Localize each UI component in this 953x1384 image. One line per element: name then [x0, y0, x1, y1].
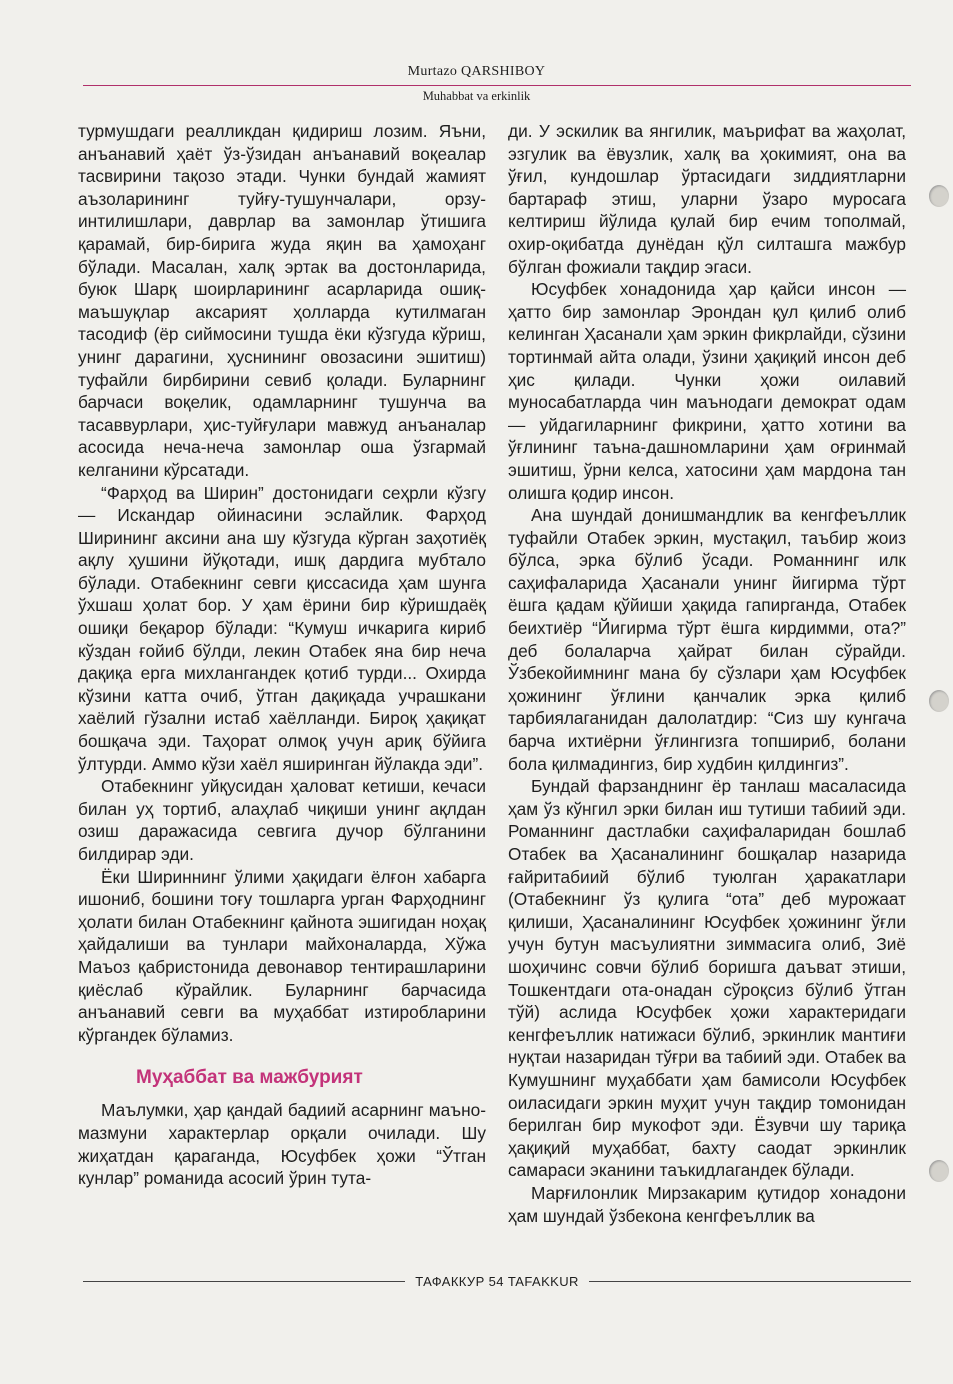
paragraph: Бундай фарзанднинг ёр танлаш масаласида ҳам ўз кўнгил эрки билан иш тутиши табиий эди. Романнинг дастлабки саҳифаларидан бошлаб Отабек ва Ҳасаналининг бошқалар назарида ғайритабиий бўлиб туюлган ҳаракатлари (Отабекнинг ўз қулига “ота” деб мурожаат қилиши, Ҳасаналининг Юсуфбек ҳожининг ўғли учун бутун масъулиятни зиммасига олиб, Зиё шоҳичинс совчи бўлиб боришга даъват этиши, Тошкентдаги ота-онадан сўроқсиз бўлиб ўтган тўй) аслида Юсуфбек ҳожи характеридаги кенгфеъллик натижаси бўлиб, эркинлик мантиғи нуқтаи назаридан тўғри ва табиий эди. Отабек ва Кумушнинг муҳаббати ҳам бамисоли Юсуфбек оиласидаги эркин муҳит учун тақдир томонидан берилган бир мукофот эди. Ёзувчи шу тариқа ҳақиқий муҳаббат, бахту саодат эркинлик самараси эканини таъкидлагандек бўлади. — [508, 776, 906, 1181]
binder-hole — [929, 1160, 949, 1182]
paragraph: Ана шундай донишмандлик ва кенгфеъллик туфайли Отабек эркин, мустақил, таъбир жоиз бўлса, эрка бўлиб ўсади. Романнинг илк саҳифаларида Ҳасанали унинг йигирма тўрт ёшга қадам қўйиши ҳақида гапирганда, Отабек беихтиёр “Йигирма тўрт ёшга кирдимми, ота?” деб болаларча ҳайрат билан сўрайди. Ўзбекойимнинг мана бу сўзлари ҳам Юсуфбек ҳожининг ўғлини қанчалик эрка қилиб тарбиялаганидан далолатдир: “Сиз шу кунгача барча ихтиёрни ўғлингизга топшириб, болани бола қилмадингиз, бир худбин қилдингиз”. — [508, 505, 906, 774]
footer-page-label: ТАФАККУР 54 TAFAKKUR — [415, 1273, 579, 1289]
footer-rule-right — [589, 1281, 911, 1282]
footer-rule-left — [83, 1281, 405, 1282]
paragraph: турмушдаги реалликдан қидириш лозим. Яъни, анъанавий ҳаёт ўз-ўзидан анъанавий воқеалар тасвирини тақозо этади. Чунки бундай жамият аъзоларининг туйғу-тушунчалари, орзу-интилишлари, даврлар ва замонлар ўтишига қарамай, бир-бирига жуда яқин ва ҳамоҳанг бўлади. Масалан, халқ эртак ва достонларида, буюк Шарқ шоирларининг асарларида ошиқ-маъшуқлар аксарият ҳолларда кутилмаган тасодиф (ёр сиймосини тушда ёки кўзгуда кўриш, унинг дарагини, ҳуснининг овозасини эшитиш) туфайли бирбирини севиб қолади. Буларнинг барчаси воқелик, одамларнинг тушунча ва тасаввурлари, ҳис-туйғулари мавжуд анъаналар асосида неча-неча замонлар оша ўзгармай келганини кўрсатади. — [78, 121, 486, 480]
footer — [83, 1271, 911, 1291]
binder-hole — [929, 690, 949, 712]
paragraph: Отабекнинг уйқусидан ҳаловат кетиши, кечаси билан уҳ тортиб, алаҳлаб чиқиши унинг ақлдан озиш даражасида севгига дучор бўлганини билдирар эди. — [78, 776, 486, 864]
binder-hole — [929, 185, 949, 207]
header-divider — [83, 85, 911, 86]
paragraph: “Фарҳод ва Ширин” достонидаги сеҳрли кўзгу — Искандар ойинасини эслайлик. Фарҳод Ширининг аксини ана шу кўзгуда кўрган заҳотиёқ ақлу ҳушини йўқотади, ишқ дардига мубтало бўлади. Отабекнинг севги қиссасида ҳам шунга ўхшаш ҳолат бор. У ҳам ёрини бир кўришдаёқ ошиқи беқарор бўлади: “Кумуш ичкарига кириб кўздан ғойиб бўлди, лекин Отабек яна бир неча дақиқа ерга михлангандек қотиб турди... Охирда кўзини катта очиб, ўтган дақиқада учрашкани хаёлий гўзални истаб хаёлланди. Бироқ ҳақиқат бошқача эди. Таҳорат олмоқ учун ариқ бўйига ўлтурди. Аммо кўзи хаёл яширинган йўлакда эди”. — [78, 482, 486, 774]
paragraph: Юсуфбек хонадонида ҳар қайси инсон — ҳатто бир замонлар Эрондан қул қилиб олиб келинган Ҳасанали ҳам эркин фикрлайди, сўзини тортинмай айта олади, ўзини ҳақиқий инсон деб ҳис қилади. Чунки ҳожи оилавий муносабатларда чин маънодаги демократ одам — уйдагиларнинг фикрини, ҳатто хотини ва ўғлининг таъна-дашномларини ҳам оғринмай эшитиш, ўрни келса, хатосини ҳам мардона тан олишга қодир инсон. — [508, 279, 906, 503]
paragraph: ди. У эскилик ва янгилик, маърифат ва жаҳолат, эзгулик ва ёвузлик, халқ ва ҳокимият, она ва ўғил, кундошлар ўртасидаги зиддиятларни бартараф этиш, уларни ўзаро муросага келтириш йўлида қулай бир ечим тополмай, охир-оқибатда дунёдан қўл силташга мажбур бўлган фожиали тақдир эгаси. — [508, 121, 906, 277]
left-column — [78, 120, 486, 1234]
section-heading: Муҳаббат ва мажбурият — [136, 1067, 363, 1089]
paragraph: Марғилонлик Мирзакарим қутидор хонадони ҳам шундай ўзбекона кенгфеъллик ва — [508, 1182, 906, 1226]
header-article-title: Muhabbat va erkinlik — [422, 89, 531, 103]
header-author: Murtazo QARSHIBOY — [407, 64, 546, 79]
paragraph: Ёки Шириннинг ўлими ҳақидаги ёлғон хабарга ишониб, бошини тоғу тошларга урган Фарҳоднинг ҳолати билан Отабекнинг қайнота эшигидан ноҳақ ҳайдалиши ва тунлари майхоналарда, Хўжа Маъоз қабристонида девонавор тентирашларини қиёслаб кўрайлик. Буларнинг барчасида анъанавий севги ва муҳаббат изтиробларини кўргандек бўламиз. — [78, 866, 486, 1045]
right-column — [508, 120, 906, 1234]
paragraph: Маълумки, ҳар қандай бадиий асарнинг маъно-мазмуни характерлар орқали очилади. Шу жиҳатдан қараганда, Юсуфбек ҳожи “Ўтган кунлар” романида асосий ўрин тута- — [78, 1100, 486, 1189]
